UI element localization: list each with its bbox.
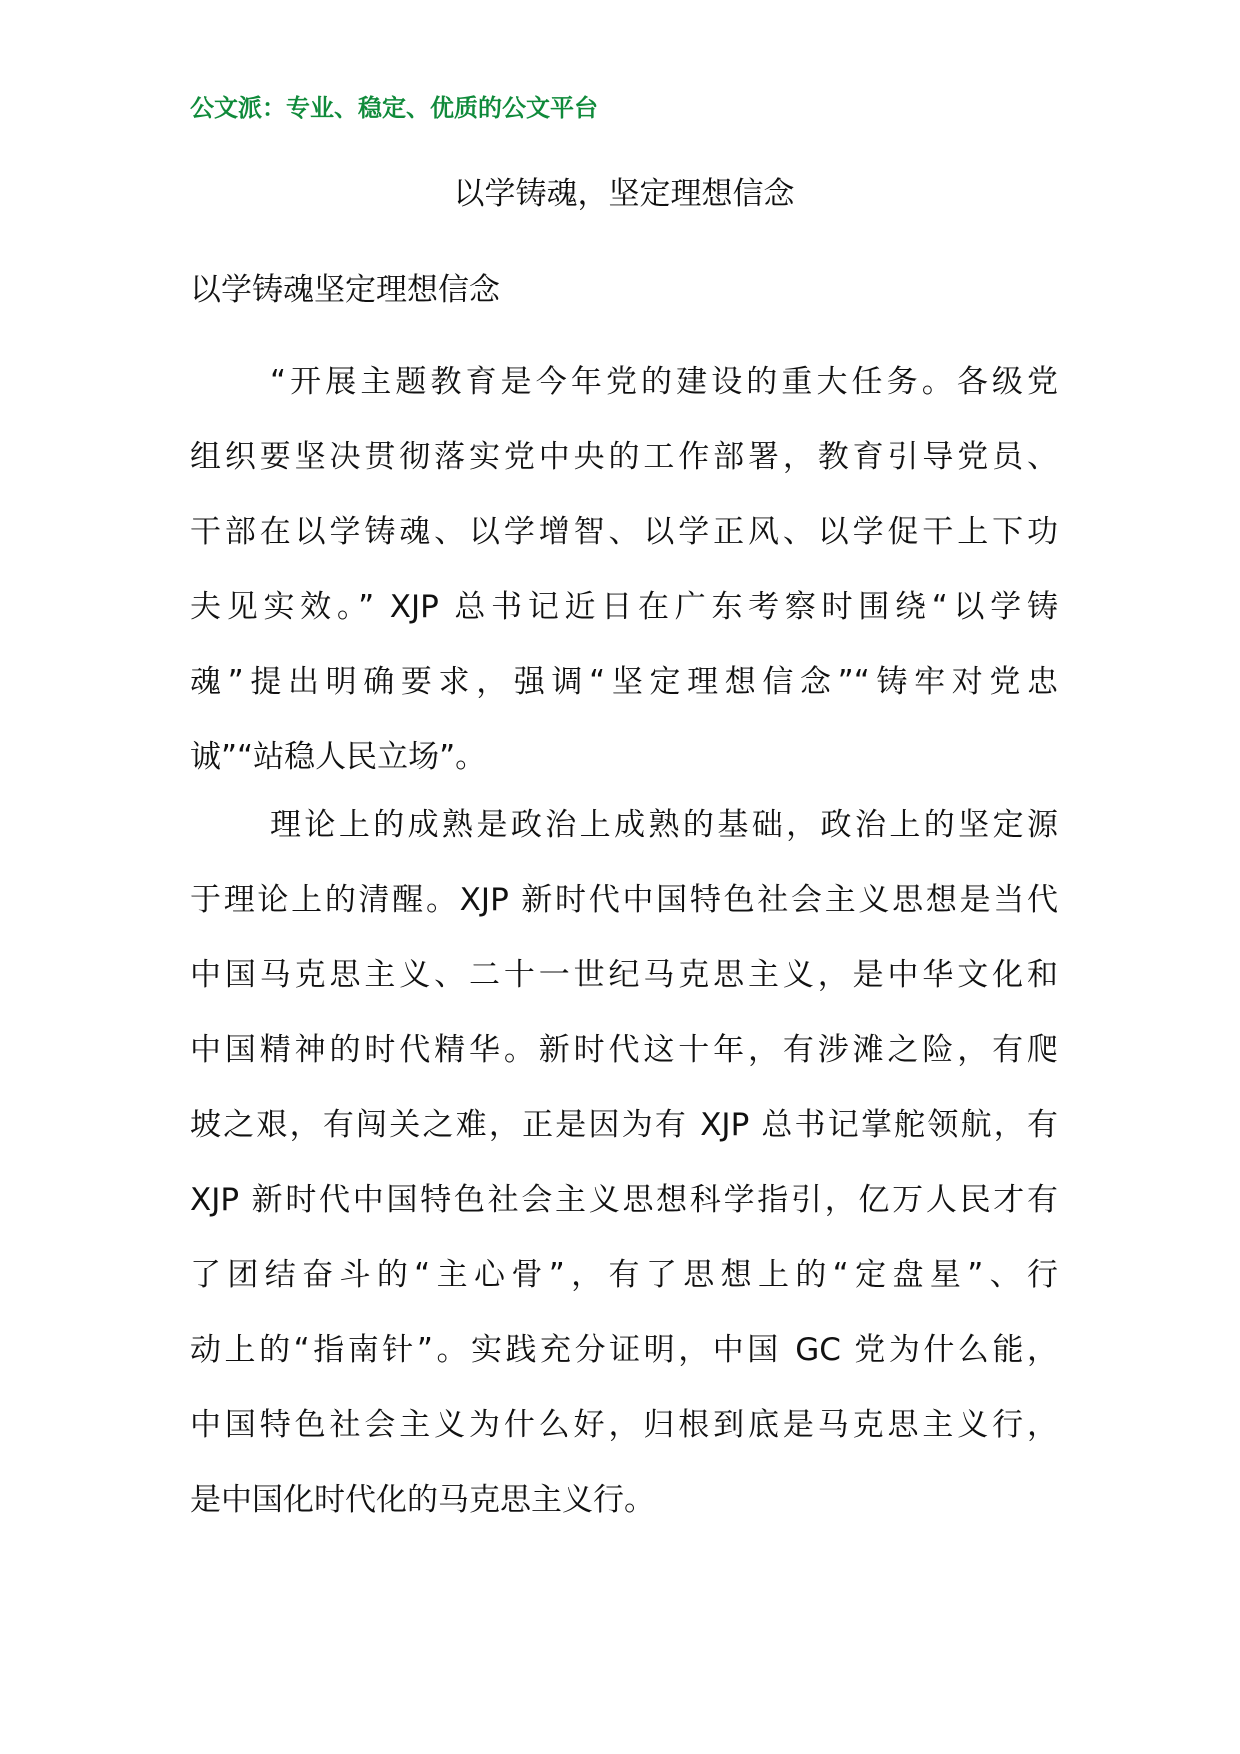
paragraph-2-line: 于理论上的清醒。XJP 新时代中国特色社会主义思想是当代 — [190, 882, 1058, 918]
paragraph-2-line: 中国马克思主义、二十一世纪马克思主义，是中华文化和 — [190, 957, 1058, 993]
paragraph-1-line: 夫见实效。” XJP 总书记近日在广东考察时围绕“以学铸 — [190, 589, 1058, 625]
paragraph-2-line: 坡之艰，有闯关之难，正是因为有 XJP 总书记掌舵领航，有 — [190, 1107, 1058, 1143]
paragraph-1-line: 干部在以学铸魂、以学增智、以学正风、以学促干上下功 — [190, 514, 1058, 550]
document-subtitle: 以学铸魂坚定理想信念 — [190, 272, 500, 308]
paragraph-2-line: 了团结奋斗的“主心骨”，有了思想上的“定盘星”、行 — [190, 1257, 1058, 1293]
site-header-brand-line: 公文派：专业、稳定、优质的公文平台 — [190, 94, 598, 122]
paragraph-1-line: “开展主题教育是今年党的建设的重大任务。各级党 — [270, 364, 1058, 400]
paragraph-1 — [190, 345, 1058, 795]
paragraph-2-line: XJP 新时代中国特色社会主义思想科学指引，亿万人民才有 — [190, 1182, 1058, 1218]
paragraph-2-line: 动上的“指南针”。实践充分证明，中国 GC 党为什么能， — [190, 1332, 1058, 1368]
paragraph-1-line: 诚”“站稳人民立场”。 — [190, 739, 487, 775]
paragraph-2-line: 中国精神的时代精华。新时代这十年，有涉滩之险，有爬 — [190, 1032, 1058, 1068]
paragraph-1-line: 组织要坚决贯彻落实党中央的工作部署，教育引导党员、 — [190, 439, 1058, 475]
paragraph-1-line: 魂”提出明确要求，强调“坚定理想信念”“铸牢对党忠 — [190, 664, 1058, 700]
paragraph-2-line: 是中国化时代化的马克思主义行。 — [190, 1482, 655, 1518]
paragraph-2-line: 中国特色社会主义为什么好，归根到底是马克思主义行， — [190, 1407, 1058, 1443]
paragraph-2 — [190, 788, 1058, 1538]
document-title: 以学铸魂，坚定理想信念 — [453, 176, 795, 212]
paragraph-2-line: 理论上的成熟是政治上成熟的基础，政治上的坚定源 — [270, 807, 1058, 843]
